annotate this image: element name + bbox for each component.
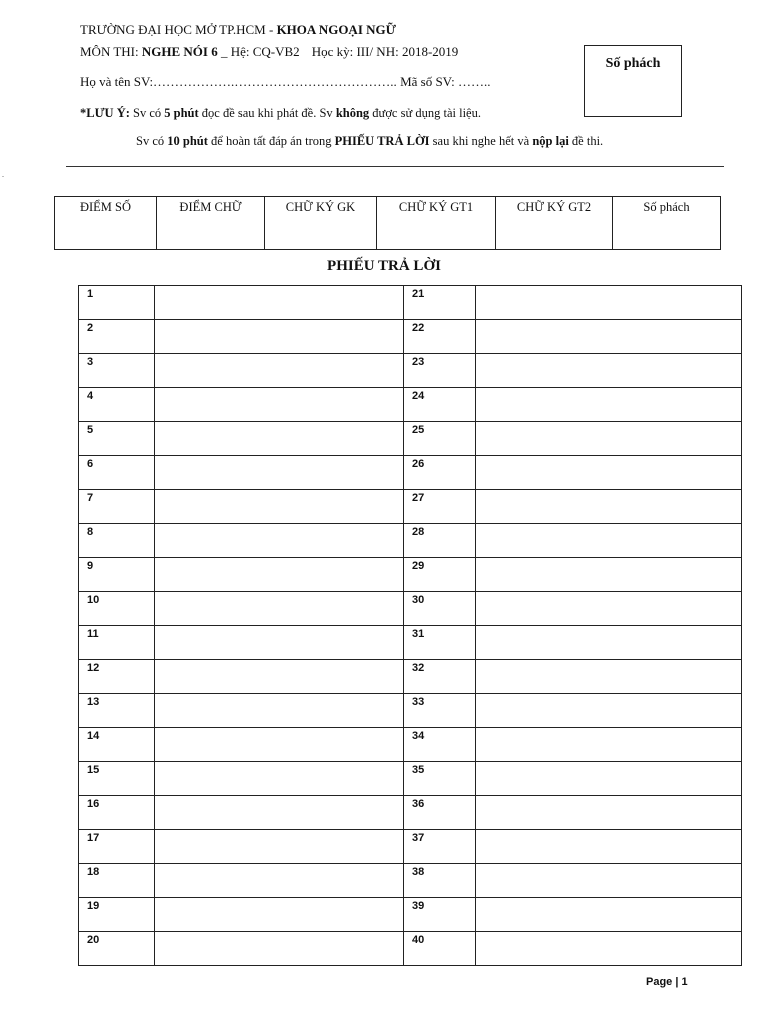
note2-part-b: 10 phút bbox=[167, 134, 208, 148]
note1-part-b: 5 phút bbox=[164, 106, 199, 120]
page-footer: Page | 1 bbox=[646, 976, 688, 988]
note2-part-d: PHIẾU TRẢ LỜI bbox=[334, 134, 430, 148]
question-number: 24 bbox=[404, 388, 476, 422]
note2-part-a: Sv có bbox=[136, 134, 168, 148]
question-number: 35 bbox=[404, 762, 476, 796]
answer-field[interactable] bbox=[155, 626, 404, 660]
question-number: 28 bbox=[404, 524, 476, 558]
answer-field[interactable] bbox=[155, 422, 404, 456]
question-number: 36 bbox=[404, 796, 476, 830]
question-number: 19 bbox=[79, 898, 155, 932]
answer-table bbox=[78, 285, 742, 966]
table-row bbox=[79, 864, 742, 898]
question-number: 30 bbox=[404, 592, 476, 626]
divider-line bbox=[66, 166, 724, 167]
answer-field[interactable] bbox=[155, 830, 404, 864]
question-number: 13 bbox=[79, 694, 155, 728]
question-number: 32 bbox=[404, 660, 476, 694]
question-number: 3 bbox=[79, 354, 155, 388]
table-row bbox=[79, 320, 742, 354]
note1-part-a: Sv có bbox=[129, 106, 165, 120]
question-number: 27 bbox=[404, 490, 476, 524]
school-line bbox=[80, 22, 396, 38]
faculty-name: KHOA NGOẠI NGỮ bbox=[276, 22, 396, 37]
answer-field[interactable] bbox=[476, 728, 742, 762]
table-row bbox=[79, 354, 742, 388]
answer-field[interactable] bbox=[476, 286, 742, 320]
answer-field[interactable] bbox=[476, 898, 742, 932]
table-row bbox=[79, 660, 742, 694]
answer-field[interactable] bbox=[155, 558, 404, 592]
question-number: 22 bbox=[404, 320, 476, 354]
table-row bbox=[79, 762, 742, 796]
question-number: 38 bbox=[404, 864, 476, 898]
question-number: 37 bbox=[404, 830, 476, 864]
note-reading-time bbox=[80, 106, 481, 121]
answer-field[interactable] bbox=[476, 320, 742, 354]
answer-field[interactable] bbox=[476, 626, 742, 660]
question-number: 34 bbox=[404, 728, 476, 762]
answer-field[interactable] bbox=[155, 456, 404, 490]
answer-field[interactable] bbox=[155, 660, 404, 694]
answer-field[interactable] bbox=[155, 796, 404, 830]
note1-part-e: được sử dụng tài liệu. bbox=[369, 106, 481, 120]
question-number: 7 bbox=[79, 490, 155, 524]
answer-field[interactable] bbox=[155, 694, 404, 728]
score-number-cell: ĐIỂM SỐ bbox=[55, 197, 157, 250]
note2-part-c: để hoàn tất đáp án trong bbox=[207, 134, 335, 148]
question-number: 25 bbox=[404, 422, 476, 456]
semester-label: Học kỳ: III/ NH: 2018-2019 bbox=[311, 44, 459, 59]
answer-field[interactable] bbox=[155, 490, 404, 524]
subject-line bbox=[80, 44, 458, 60]
note2-part-g: đề thi. bbox=[568, 134, 604, 148]
score-words-cell: ĐIỂM CHỮ bbox=[157, 197, 265, 250]
table-row bbox=[79, 422, 742, 456]
subject-name: NGHE NÓI 6 bbox=[141, 44, 218, 59]
answer-field[interactable] bbox=[155, 354, 404, 388]
answer-field[interactable] bbox=[155, 286, 404, 320]
note-answer-time bbox=[136, 134, 603, 149]
examiner-signature-cell: CHỮ KÝ GK bbox=[265, 197, 377, 250]
question-number: 31 bbox=[404, 626, 476, 660]
answer-field[interactable] bbox=[476, 762, 742, 796]
so-phach-box: Số phách bbox=[584, 45, 682, 117]
proctor2-signature-cell: CHỮ KÝ GT2 bbox=[496, 197, 613, 250]
student-line bbox=[80, 74, 490, 90]
answer-field[interactable] bbox=[476, 796, 742, 830]
answer-field[interactable] bbox=[155, 728, 404, 762]
question-number: 26 bbox=[404, 456, 476, 490]
table-row bbox=[79, 796, 742, 830]
answer-field[interactable] bbox=[476, 864, 742, 898]
note-label: *LƯU Ý: bbox=[80, 106, 130, 120]
table-row bbox=[79, 898, 742, 932]
question-number: 39 bbox=[404, 898, 476, 932]
question-number: 20 bbox=[79, 932, 155, 966]
student-id-field: Mã số SV: …….. bbox=[400, 74, 491, 89]
answer-field[interactable] bbox=[476, 354, 742, 388]
question-number: 5 bbox=[79, 422, 155, 456]
note1-part-c: đọc đề sau khi phát đề. Sv bbox=[198, 106, 336, 120]
answer-field[interactable] bbox=[476, 694, 742, 728]
question-number: 8 bbox=[79, 524, 155, 558]
table-row bbox=[79, 286, 742, 320]
answer-sheet-title: PHIẾU TRẢ LỜI bbox=[327, 258, 441, 274]
question-number: 18 bbox=[79, 864, 155, 898]
answer-field[interactable] bbox=[476, 388, 742, 422]
answer-field[interactable] bbox=[476, 490, 742, 524]
answer-field[interactable] bbox=[155, 762, 404, 796]
table-row bbox=[79, 830, 742, 864]
note1-part-d: không bbox=[335, 106, 370, 120]
answer-field[interactable] bbox=[476, 524, 742, 558]
answer-field[interactable] bbox=[155, 320, 404, 354]
answer-field[interactable] bbox=[155, 864, 404, 898]
answer-field[interactable] bbox=[476, 422, 742, 456]
answer-field[interactable] bbox=[155, 898, 404, 932]
answer-field[interactable] bbox=[476, 830, 742, 864]
question-number: 2 bbox=[79, 320, 155, 354]
answer-field[interactable] bbox=[476, 592, 742, 626]
proctor1-signature-cell: CHỮ KÝ GT1 bbox=[377, 197, 496, 250]
answer-field[interactable] bbox=[476, 558, 742, 592]
table-row bbox=[79, 490, 742, 524]
question-number: 11 bbox=[79, 626, 155, 660]
so-phach-cell: Số phách bbox=[613, 197, 721, 250]
system-label: Hệ: CQ-VB2 bbox=[230, 44, 300, 59]
answer-field[interactable] bbox=[155, 932, 404, 966]
table-row bbox=[79, 932, 742, 966]
table-row bbox=[79, 694, 742, 728]
question-number: 4 bbox=[79, 388, 155, 422]
question-number: 10 bbox=[79, 592, 155, 626]
answer-field[interactable] bbox=[155, 524, 404, 558]
table-row bbox=[79, 592, 742, 626]
question-number: 14 bbox=[79, 728, 155, 762]
school-name: TRƯỜNG ĐẠI HỌC MỞ TP.HCM - bbox=[80, 22, 277, 37]
question-number: 23 bbox=[404, 354, 476, 388]
note2-part-e: sau khi nghe hết và bbox=[429, 134, 533, 148]
table-row bbox=[79, 456, 742, 490]
question-number: 9 bbox=[79, 558, 155, 592]
table-row bbox=[79, 626, 742, 660]
question-number: 33 bbox=[404, 694, 476, 728]
question-number: 1 bbox=[79, 286, 155, 320]
answer-field[interactable] bbox=[155, 592, 404, 626]
question-number: 17 bbox=[79, 830, 155, 864]
question-number: 12 bbox=[79, 660, 155, 694]
score-signature-table bbox=[54, 196, 721, 250]
answer-field[interactable] bbox=[476, 932, 742, 966]
answer-field[interactable] bbox=[476, 660, 742, 694]
table-row bbox=[79, 388, 742, 422]
question-number: 40 bbox=[404, 932, 476, 966]
question-number: 29 bbox=[404, 558, 476, 592]
answer-field[interactable] bbox=[476, 456, 742, 490]
question-number: 16 bbox=[79, 796, 155, 830]
question-number: 15 bbox=[79, 762, 155, 796]
answer-field[interactable] bbox=[155, 388, 404, 422]
subject-label: MÔN THI: bbox=[80, 44, 142, 59]
question-number: 6 bbox=[79, 456, 155, 490]
table-row bbox=[79, 558, 742, 592]
margin-mark: . bbox=[2, 170, 4, 179]
table-row bbox=[79, 524, 742, 558]
question-number: 21 bbox=[404, 286, 476, 320]
student-name-field: Họ và tên SV:……………….……………………………….. bbox=[80, 74, 397, 89]
table-row bbox=[79, 728, 742, 762]
subject-separator: _ bbox=[217, 44, 231, 59]
note2-part-f: nộp lại bbox=[532, 134, 569, 148]
